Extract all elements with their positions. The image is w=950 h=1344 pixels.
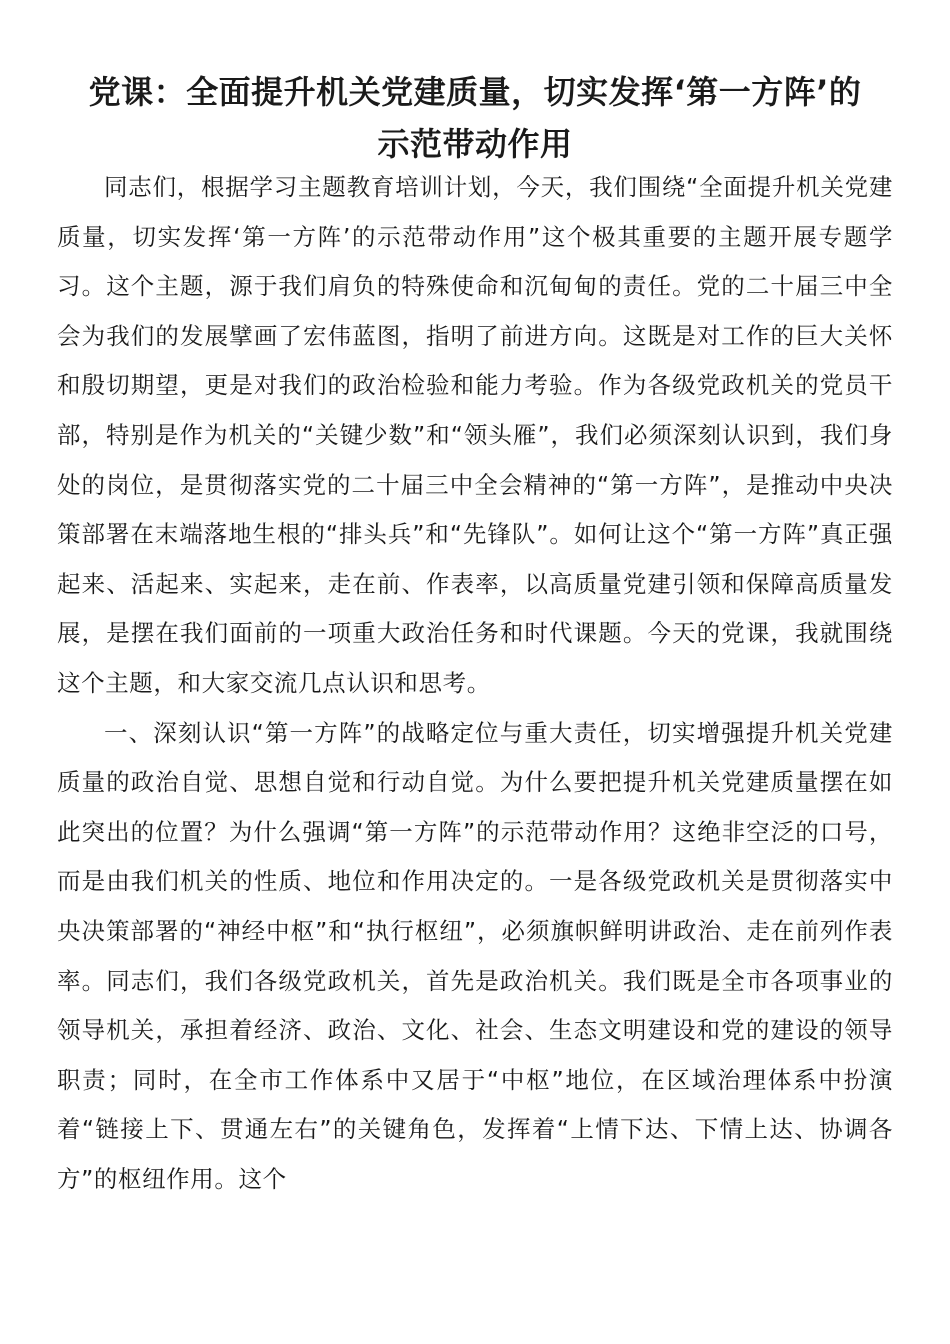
paragraph-section-one: 一、深刻认识“第一方阵”的战略定位与重大责任，切实增强提升机关党建质量的政治自觉、思想自觉和行动自觉。为什么要把提升机关党建质量摆在如此突出的位置？为什么强调“第一方阵”的示范带动作用？这绝非空泛的口号，而是由我们机关的性质、地位和作用决定的。一是各级党政机关是贯彻落实中央决策部署的“神经中枢”和“执行枢纽”，必须旗帜鲜明讲政治、走在前列作表率。同志们，我们各级党政机关，首先是政治机关。我们既是全市各项事业的领导机关，承担着经济、政治、文化、社会、生态文明建设和党的建设的领导职责；同时，在全市工作体系中又居于“中枢”地位，在区域治理体系中扮演着“链接上下、贯通左右”的关键角色，发挥着“上情下达、下情上达、协调各方”的枢纽作用。这个 <box>57 718 893 1193</box>
document-title: 党课：全面提升机关党建质量，切实发挥‘第一方阵’的示范带动作用 <box>88 73 862 163</box>
paragraph-intro: 同志们，根据学习主题教育培训计划，今天，我们围绕“全面提升机关党建质量，切实发挥‘第一方阵’的示范带动作用”这个极其重要的主题开展专题学习。这个主题，源于我们肩负的特殊使命和沉甸甸的责任。党的二十届三中全会为我们的发展擘画了宏伟蓝图，指明了前进方向。这既是对工作的巨大关怀和殷切期望，更是对我们的政治检验和能力考验。作为各级党政机关的党员干部，特别是作为机关的“关键少数”和“领头雁”，我们必须深刻认识到，我们身处的岗位，是贯彻落实党的二十届三中全会精神的“第一方阵”，是推动中央决策部署在末端落地生根的“排头兵”和“先锋队”。如何让这个“第一方阵”真正强起来、活起来、实起来，走在前、作表率，以高质量党建引领和保障高质量发展，是摆在我们面前的一项重大政治任务和时代课题。今天的党课，我就围绕这个主题，和大家交流几点认识和思考。 <box>57 173 894 697</box>
document-body <box>57 163 893 1204</box>
